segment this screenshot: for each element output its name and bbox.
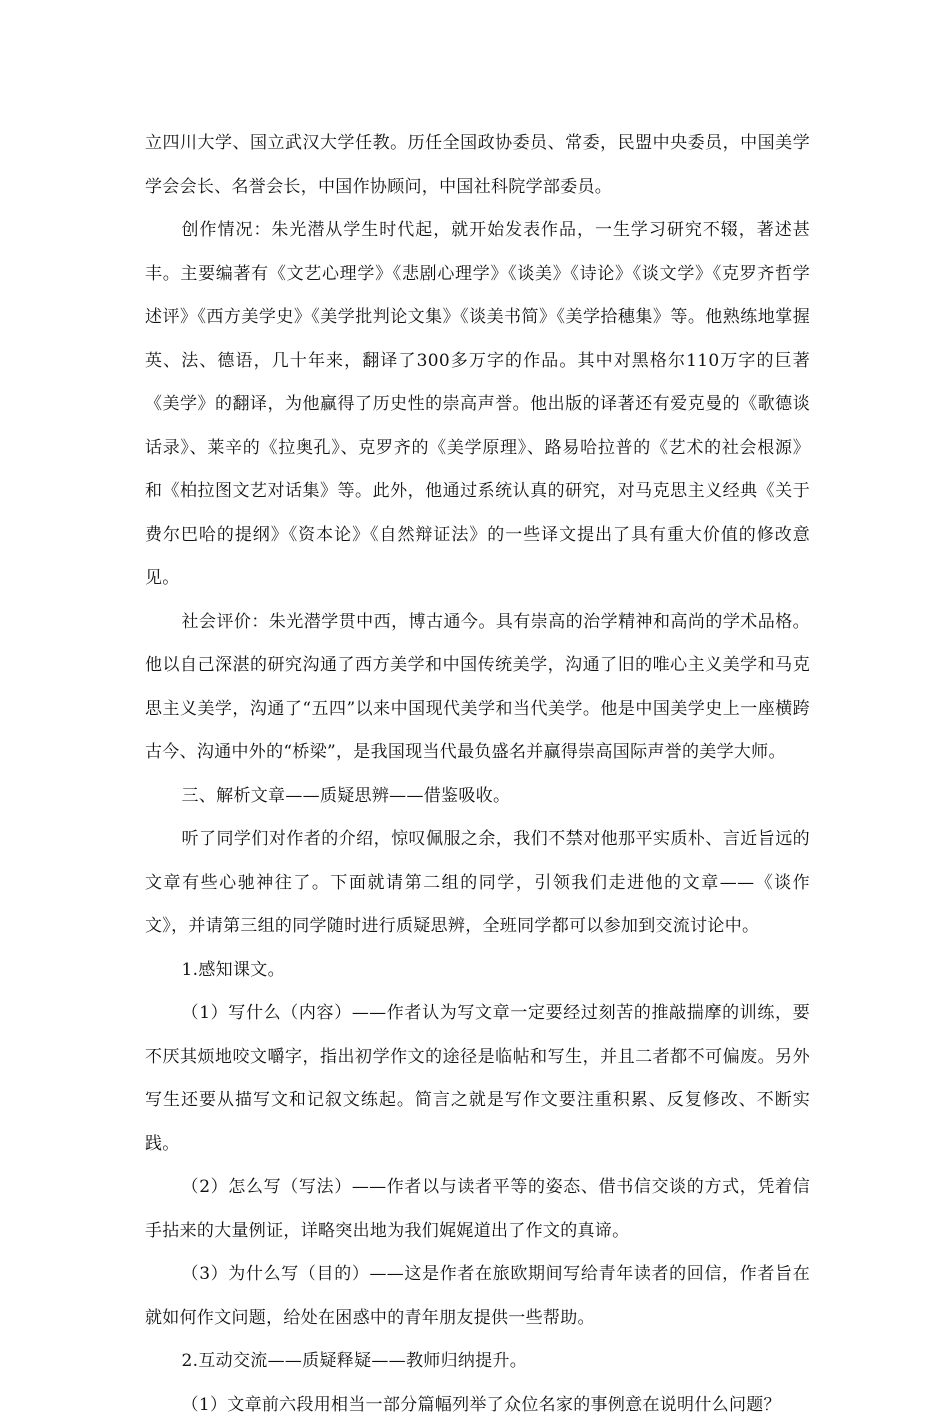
paragraph-author-career-continued: 立四川大学、国立武汉大学任教。历任全国政协委员、常委，民盟中央委员，中国美学学会会长、名誉会长，中国作协顾问，中国社科院学部委员。: [145, 122, 810, 209]
subheading-perceive-text: 1.感知课文。: [145, 949, 810, 993]
paragraph-what-to-write: （1）写什么（内容）——作者认为写文章一定要经过刻苦的推敲揣摩的训练，要不厌其烦地咬文嚼字，指出初学作文的途径是临帖和写生，并且二者都不可偏废。另外写生还要从描写文和记叙文练起。简言之就是写作文要注重积累、反复修改、不断实践。: [145, 992, 810, 1166]
paragraph-question-one: （1）文章前六段用相当一部分篇幅列举了众位名家的事例意在说明什么问题？: [145, 1384, 810, 1427]
paragraph-creative-works: 创作情况：朱光潜从学生时代起，就开始发表作品，一生学习研究不辍，著述甚丰。主要编著有《文艺心理学》《悲剧心理学》《谈美》《诗论》《谈文学》《克罗齐哲学述评》《西方美学史》《美学批判论文集》《谈美书简》《美学拾穗集》等。他熟练地掌握英、法、德语，几十年来，翻译了300多万字的作品。其中对黑格尔110万字的巨著《美学》的翻译，为他赢得了历史性的崇高声誉。他出版的译著还有爱克曼的《歌德谈话录》、莱辛的《拉奥孔》、克罗齐的《美学原理》、路易哈拉普的《艺术的社会根源》和《柏拉图文艺对话集》等。此外，他通过系统认真的研究，对马克思主义经典《关于费尔巴哈的提纲》《资本论》《自然辩证法》的一些译文提出了具有重大价值的修改意见。: [145, 209, 810, 601]
paragraph-how-to-write: （2）怎么写（写法）——作者以与读者平等的姿态、借书信交谈的方式，凭着信手拈来的大量例证，详略突出地为我们娓娓道出了作文的真谛。: [145, 1166, 810, 1253]
paragraph-why-write: （3）为什么写（目的）——这是作者在旅欧期间写给青年读者的回信，作者旨在就如何作文问题，给处在困惑中的青年朋友提供一些帮助。: [145, 1253, 810, 1340]
section-heading-analysis: 三、解析文章——质疑思辨——借鉴吸收。: [145, 775, 810, 819]
paragraph-introduction-to-text: 听了同学们对作者的介绍，惊叹佩服之余，我们不禁对他那平实质朴、言近旨远的文章有些心驰神往了。下面就请第二组的同学，引领我们走进他的文章——《谈作文》，并请第三组的同学随时进行质疑思辨，全班同学都可以参加到交流讨论中。: [145, 818, 810, 949]
paragraph-social-evaluation: 社会评价：朱光潜学贯中西，博古通今。具有崇高的治学精神和高尚的学术品格。他以自己深湛的研究沟通了西方美学和中国传统美学，沟通了旧的唯心主义美学和马克思主义美学，沟通了“五四”以来中国现代美学和当代美学。他是中国美学史上一座横跨古今、沟通中外的“桥梁”，是我国现当代最负盛名并赢得崇高国际声誉的美学大师。: [145, 601, 810, 775]
document-body: [145, 122, 810, 1427]
subheading-interactive-exchange: 2.互动交流——质疑释疑——教师归纳提升。: [145, 1340, 810, 1384]
